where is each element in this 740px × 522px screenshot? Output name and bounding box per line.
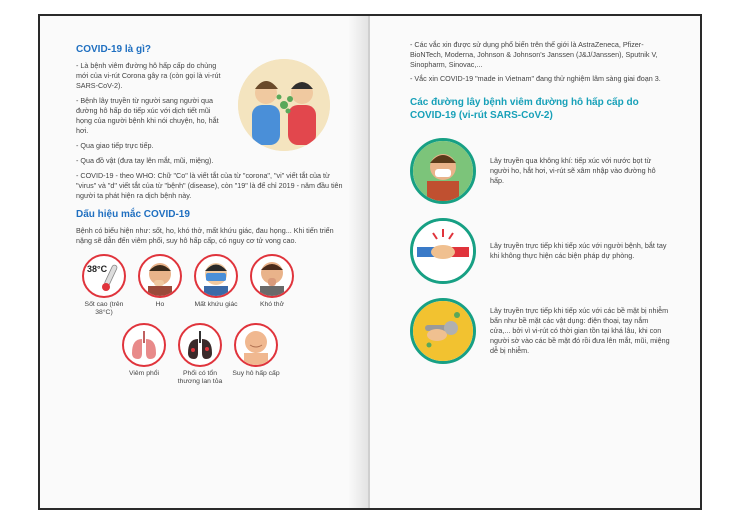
symptom-label: Phổi có tổn thương lan tỏa xyxy=(177,370,223,385)
sneezing-person-icon xyxy=(410,138,476,204)
route-airborne xyxy=(410,138,670,204)
intro-paragraph: - Qua giao tiếp trực tiếp. xyxy=(76,141,154,150)
symptom-label: Viêm phổi xyxy=(128,370,160,377)
route-direct-contact xyxy=(410,218,670,284)
symptom-label: Mất khứu giác xyxy=(194,301,238,308)
symptom-cough xyxy=(132,254,188,317)
open-booklet xyxy=(38,14,702,510)
section-title-what-is-covid: COVID-19 là gì? xyxy=(76,44,152,55)
intro-paragraph: - Qua đồ vật (đưa tay lên mắt, mũi, miệng). xyxy=(76,156,214,165)
thermometer-icon xyxy=(82,254,126,298)
intro-paragraph: - Là bệnh viêm đường hô hấp cấp do chủng mới của vi-rút Corona gây ra (còn gọi là vi-rút SARS-CoV-2). xyxy=(76,61,221,90)
symptoms-row-1 xyxy=(76,254,346,317)
respiratory-failure-icon xyxy=(234,323,278,367)
symptom-diffuse-lung-damage xyxy=(172,323,228,386)
cough-icon xyxy=(138,254,182,298)
symptom-shortness-of-breath xyxy=(244,254,300,317)
symptom-label: Ho xyxy=(155,301,165,308)
symptoms-text: Bệnh có biểu hiện như: sốt, ho, khó thở, mất khứu giác, đau họng... Khi tiến triển nặng sẽ dẫn đến viêm phổi, suy hô hấp cấp, có nguy cơ tử vong cao. xyxy=(76,226,334,245)
section-title-transmission-routes: Các đường lây bệnh viêm đường hô hấp cấp do COVID-19 (vi-rút SARS-CoV-2) xyxy=(410,97,639,121)
symptom-label: Sốt cao (trên 38°C) xyxy=(84,301,124,316)
route-description: Lây truyền qua không khí: tiếp xúc với nước bọt từ người ho, hắt hơi, vi-rút sẽ xâm nhập vào đường hô hấp. xyxy=(490,156,656,185)
symptom-label: Khó thở xyxy=(259,301,285,308)
sneeze-illustration xyxy=(238,59,330,151)
right-page xyxy=(370,16,700,508)
shortness-of-breath-icon xyxy=(250,254,294,298)
handshake-icon xyxy=(410,218,476,284)
intro-text xyxy=(76,61,226,151)
left-page xyxy=(40,16,368,508)
symptom-label: Suy hô hấp cấp xyxy=(232,370,280,377)
door-handle-icon xyxy=(410,298,476,364)
damaged-lungs-icon xyxy=(178,323,222,367)
symptoms-row-2 xyxy=(116,323,346,386)
lungs-icon xyxy=(122,323,166,367)
spine-shadow xyxy=(348,16,370,508)
section-title-symptoms: Dấu hiệu mắc COVID-19 xyxy=(76,209,190,220)
vaccine-paragraph: - Vắc xin COVID-19 "made in Vietnam" đang thử nghiệm lâm sàng giai đoạn 3. xyxy=(410,74,661,83)
symptom-respiratory-failure xyxy=(228,323,284,386)
route-description: Lây truyền trực tiếp khi tiếp xúc với người bệnh, bắt tay khi không thực hiện các biện pháp dự phòng. xyxy=(490,241,667,260)
loss-of-smell-icon xyxy=(194,254,238,298)
intro-paragraph: - Bệnh lây truyền từ người sang người qua đường hô hấp do tiếp xúc với dịch tiết mũi họng của người bệnh khi nói chuyện, ho, hắt hơi. xyxy=(76,96,219,135)
symptom-fever xyxy=(76,254,132,317)
intro-paragraph: - COVID-19 - theo WHO: Chữ "Co" là viết tắt của từ "corona", "vi" viết tắt của từ "virus" và "d" viết tắt của từ "bệnh" (disease), còn "19" là để chỉ 2019 - năm đầu tiên người ta phát hiện ra dịch bệnh này. xyxy=(76,171,343,200)
thermometer-reading: 38°C xyxy=(87,264,108,274)
route-description: Lây truyền trực tiếp khi tiếp xúc với các bề mặt bị nhiễm bẩn như bề mặt các vật dụng: điện thoại, tay nắm cửa,... bởi vì vi-rút có thời gian tồn tại khá lâu, khi con người sờ vào các bề mặt đó rồi đưa lên mắt, mũi, miệng dễ bị nhiễm. xyxy=(490,306,670,355)
symptom-pneumonia xyxy=(116,323,172,386)
vaccine-paragraph: - Các vắc xin được sử dụng phổ biến trên thế giới là AstraZeneca, Pfizer-BioNTech, Moderna, Johnson & Johnson's Janssen (J&J/Janssen), Sputnik V, Sinopharm, Sinovac,... xyxy=(410,40,658,69)
symptom-loss-of-smell xyxy=(188,254,244,317)
route-contaminated-surfaces xyxy=(410,298,670,364)
intro-block xyxy=(76,61,346,151)
vaccine-list xyxy=(410,40,670,84)
